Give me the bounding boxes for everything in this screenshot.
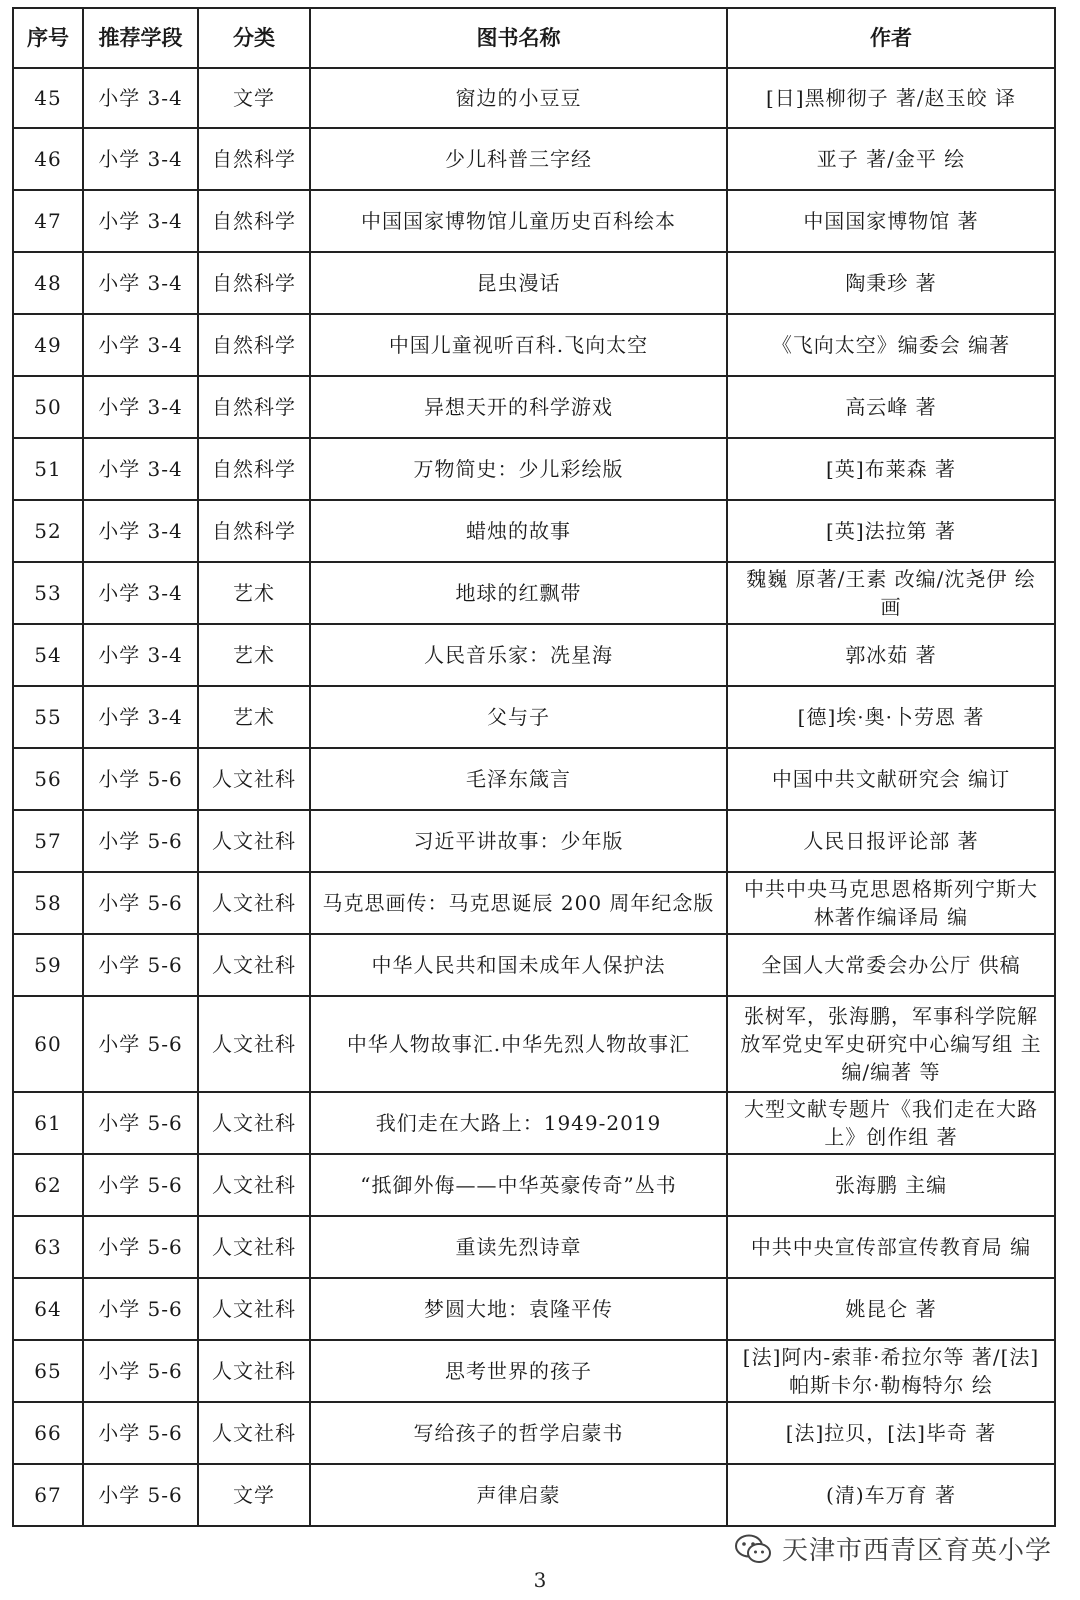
cell-author: 中共中央马克思恩格斯列宁斯大林著作编译局 编 [727, 872, 1055, 934]
cell-category: 自然科学 [198, 500, 310, 562]
cell-title: 重读先烈诗章 [310, 1216, 727, 1278]
table-row [13, 810, 1055, 872]
cell-stage: 小学 5-6 [83, 996, 198, 1092]
cell-category: 人文社科 [198, 1278, 310, 1340]
recommended-books-table [12, 7, 1056, 1527]
cell-author: [法]拉贝，[法]毕奇 著 [727, 1402, 1055, 1464]
cell-number: 50 [13, 376, 83, 438]
cell-title: 习近平讲故事：少年版 [310, 810, 727, 872]
cell-title: 父与子 [310, 686, 727, 748]
cell-stage: 小学 3-4 [83, 190, 198, 252]
header-title: 图书名称 [310, 8, 727, 68]
book-list-table-container [12, 7, 1054, 1527]
cell-category: 人文社科 [198, 1092, 310, 1154]
cell-stage: 小学 3-4 [83, 500, 198, 562]
cell-author: 人民日报评论部 著 [727, 810, 1055, 872]
cell-title: 中华人物故事汇.中华先烈人物故事汇 [310, 996, 727, 1092]
cell-title: 中华人民共和国未成年人保护法 [310, 934, 727, 996]
table-row [13, 934, 1055, 996]
cell-number: 49 [13, 314, 83, 376]
cell-category: 文学 [198, 1464, 310, 1526]
table-row [13, 128, 1055, 190]
cell-author: [日]黑柳彻子 著/赵玉皎 译 [727, 68, 1055, 128]
table-row [13, 1464, 1055, 1526]
table-row [13, 438, 1055, 500]
cell-category: 人文社科 [198, 1340, 310, 1402]
cell-category: 人文社科 [198, 996, 310, 1092]
cell-number: 67 [13, 1464, 83, 1526]
table-row [13, 872, 1055, 934]
table-row [13, 68, 1055, 128]
cell-category: 文学 [198, 68, 310, 128]
cell-number: 65 [13, 1340, 83, 1402]
cell-title: 中国国家博物馆儿童历史百科绘本 [310, 190, 727, 252]
cell-stage: 小学 5-6 [83, 1278, 198, 1340]
cell-number: 66 [13, 1402, 83, 1464]
cell-author: [英]布莱森 著 [727, 438, 1055, 500]
cell-author: 张树军，张海鹏，军事科学院解放军党史军史研究中心编写组 主编/编著 等 [727, 996, 1055, 1092]
table-row [13, 1154, 1055, 1216]
page-number: 3 [533, 1568, 547, 1592]
cell-title: 马克思画传：马克思诞辰 200 周年纪念版 [310, 872, 727, 934]
cell-stage: 小学 5-6 [83, 872, 198, 934]
header-category: 分类 [198, 8, 310, 68]
wechat-account-watermark [734, 1530, 1052, 1567]
cell-title: 少儿科普三字经 [310, 128, 727, 190]
cell-number: 47 [13, 190, 83, 252]
table-row [13, 252, 1055, 314]
cell-author: 中国中共文献研究会 编订 [727, 748, 1055, 810]
cell-category: 人文社科 [198, 934, 310, 996]
cell-category: 自然科学 [198, 190, 310, 252]
cell-stage: 小学 5-6 [83, 1464, 198, 1526]
cell-title: 地球的红飘带 [310, 562, 727, 624]
cell-number: 53 [13, 562, 83, 624]
cell-category: 艺术 [198, 562, 310, 624]
cell-author: 陶秉珍 著 [727, 252, 1055, 314]
cell-stage: 小学 3-4 [83, 376, 198, 438]
cell-author: 中共中央宣传部宣传教育局 编 [727, 1216, 1055, 1278]
cell-title: “抵御外侮——中华英豪传奇”丛书 [310, 1154, 727, 1216]
cell-title: 人民音乐家：冼星海 [310, 624, 727, 686]
cell-number: 63 [13, 1216, 83, 1278]
cell-stage: 小学 5-6 [83, 748, 198, 810]
wechat-icon [734, 1534, 772, 1564]
cell-number: 64 [13, 1278, 83, 1340]
cell-author: 《飞向太空》编委会 编著 [727, 314, 1055, 376]
cell-author: [法]阿内-索菲·希拉尔等 著/[法]帕斯卡尔·勒梅特尔 绘 [727, 1340, 1055, 1402]
cell-title: 我们走在大路上：1949-2019 [310, 1092, 727, 1154]
cell-author: 魏巍 原著/王素 改编/沈尧伊 绘画 [727, 562, 1055, 624]
cell-stage: 小学 3-4 [83, 438, 198, 500]
cell-number: 57 [13, 810, 83, 872]
cell-category: 艺术 [198, 624, 310, 686]
cell-author: [德]埃·奥·卜劳恩 著 [727, 686, 1055, 748]
cell-author: 亚子 著/金平 绘 [727, 128, 1055, 190]
cell-category: 人文社科 [198, 810, 310, 872]
table-row [13, 562, 1055, 624]
cell-number: 55 [13, 686, 83, 748]
cell-category: 自然科学 [198, 314, 310, 376]
cell-category: 人文社科 [198, 1154, 310, 1216]
table-row [13, 314, 1055, 376]
cell-stage: 小学 3-4 [83, 128, 198, 190]
cell-category: 艺术 [198, 686, 310, 748]
cell-author: [英]法拉第 著 [727, 500, 1055, 562]
cell-title: 昆虫漫话 [310, 252, 727, 314]
table-row [13, 996, 1055, 1092]
cell-author: 大型文献专题片《我们走在大路上》创作组 著 [727, 1092, 1055, 1154]
table-row [13, 1402, 1055, 1464]
cell-category: 人文社科 [198, 872, 310, 934]
cell-number: 58 [13, 872, 83, 934]
cell-stage: 小学 3-4 [83, 624, 198, 686]
table-row [13, 748, 1055, 810]
cell-title: 窗边的小豆豆 [310, 68, 727, 128]
cell-number: 59 [13, 934, 83, 996]
table-row [13, 1092, 1055, 1154]
cell-stage: 小学 5-6 [83, 934, 198, 996]
header-number: 序号 [13, 8, 83, 68]
cell-author: 全国人大常委会办公厅 供稿 [727, 934, 1055, 996]
cell-category: 自然科学 [198, 128, 310, 190]
cell-stage: 小学 3-4 [83, 68, 198, 128]
cell-number: 54 [13, 624, 83, 686]
cell-number: 51 [13, 438, 83, 500]
cell-number: 48 [13, 252, 83, 314]
cell-category: 自然科学 [198, 252, 310, 314]
cell-title: 万物简史：少儿彩绘版 [310, 438, 727, 500]
header-stage: 推荐学段 [83, 8, 198, 68]
cell-title: 毛泽东箴言 [310, 748, 727, 810]
table-row [13, 376, 1055, 438]
cell-stage: 小学 5-6 [83, 1402, 198, 1464]
cell-title: 梦圆大地：袁隆平传 [310, 1278, 727, 1340]
table-row [13, 1216, 1055, 1278]
cell-number: 62 [13, 1154, 83, 1216]
cell-number: 52 [13, 500, 83, 562]
cell-author: 姚昆仑 著 [727, 1278, 1055, 1340]
cell-title: 蜡烛的故事 [310, 500, 727, 562]
cell-category: 自然科学 [198, 438, 310, 500]
cell-author: 张海鹏 主编 [727, 1154, 1055, 1216]
cell-stage: 小学 3-4 [83, 562, 198, 624]
cell-category: 人文社科 [198, 1216, 310, 1278]
cell-author: 郭冰茹 著 [727, 624, 1055, 686]
cell-category: 自然科学 [198, 376, 310, 438]
cell-title: 声律启蒙 [310, 1464, 727, 1526]
table-row [13, 624, 1055, 686]
cell-stage: 小学 3-4 [83, 252, 198, 314]
cell-number: 61 [13, 1092, 83, 1154]
cell-stage: 小学 3-4 [83, 686, 198, 748]
cell-stage: 小学 5-6 [83, 1092, 198, 1154]
cell-title: 异想天开的科学游戏 [310, 376, 727, 438]
table-header-row [13, 8, 1055, 68]
cell-number: 45 [13, 68, 83, 128]
cell-title: 中国儿童视听百科.飞向太空 [310, 314, 727, 376]
table-row [13, 190, 1055, 252]
table-row [13, 1340, 1055, 1402]
cell-title: 思考世界的孩子 [310, 1340, 727, 1402]
cell-author: 中国国家博物馆 著 [727, 190, 1055, 252]
table-row [13, 1278, 1055, 1340]
cell-stage: 小学 5-6 [83, 1340, 198, 1402]
cell-number: 60 [13, 996, 83, 1092]
cell-stage: 小学 5-6 [83, 1154, 198, 1216]
header-author: 作者 [727, 8, 1055, 68]
cell-stage: 小学 3-4 [83, 314, 198, 376]
cell-category: 人文社科 [198, 748, 310, 810]
cell-title: 写给孩子的哲学启蒙书 [310, 1402, 727, 1464]
table-row [13, 686, 1055, 748]
table-row [13, 500, 1055, 562]
cell-category: 人文社科 [198, 1402, 310, 1464]
cell-number: 46 [13, 128, 83, 190]
cell-author: 高云峰 著 [727, 376, 1055, 438]
cell-stage: 小学 5-6 [83, 810, 198, 872]
cell-author: (清)车万育 著 [727, 1464, 1055, 1526]
cell-number: 56 [13, 748, 83, 810]
watermark-text: 天津市西青区育英小学 [781, 1536, 1052, 1566]
cell-stage: 小学 5-6 [83, 1216, 198, 1278]
